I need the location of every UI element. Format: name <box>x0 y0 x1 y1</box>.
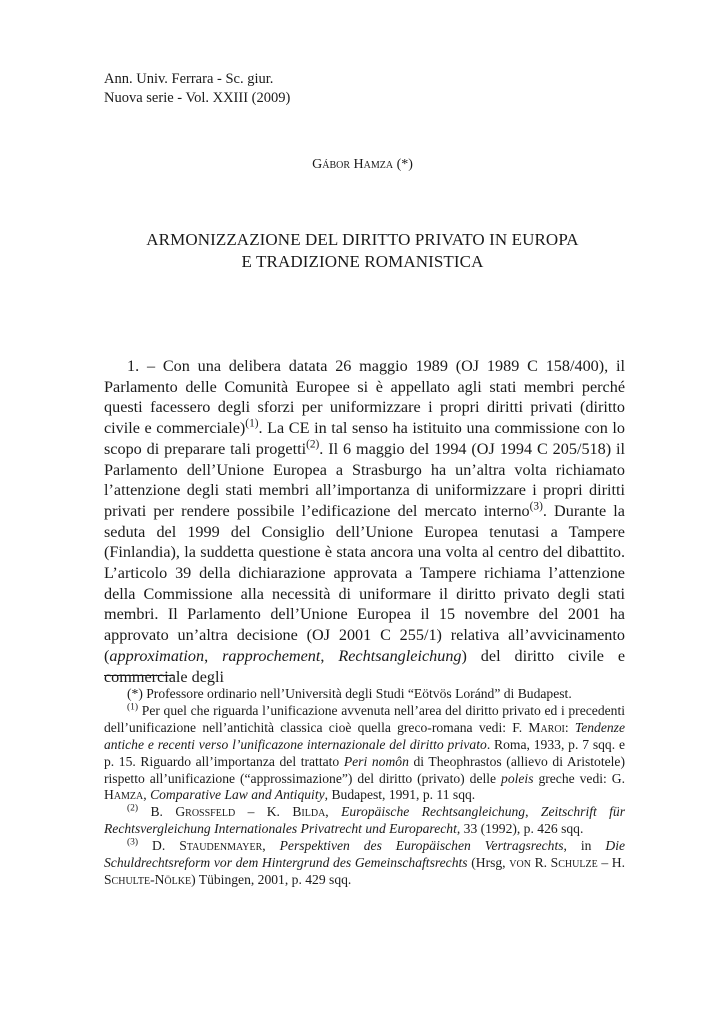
title-line-2: E TRADIZIONE ROMANISTICA <box>241 252 484 271</box>
footnote-segment: : <box>564 719 575 735</box>
cited-editors: von R. Schulze – H. Schulte-Nölke <box>104 855 625 887</box>
cited-author: Großfeld <box>175 804 236 820</box>
journal-line-2: Nuova serie - Vol. XXIII (2009) <box>104 90 291 106</box>
cited-title: Perspektiven des Europäischen Vertragsrechts <box>279 838 564 854</box>
journal-header <box>104 70 290 108</box>
cited-author: Maroi <box>528 719 565 735</box>
footnote-segment: , in <box>563 838 606 854</box>
italic-term: Rechtsangleichung <box>338 646 462 665</box>
cited-author: Staudenmayer <box>179 838 263 854</box>
cited-title: Zeitschrift für Rechtsvergleichung Internationales Privatrecht und Europarecht <box>104 804 626 837</box>
footnote-segment: , 33 (1992), p. 426 sqq. <box>456 821 584 837</box>
journal-line-1: Ann. Univ. Ferrara - Sc. giur. <box>104 71 274 87</box>
cited-title: Peri nomôn <box>343 753 409 769</box>
cited-title: Die Schuldrechtsreform vor dem Hintergrund des Gemeinschaftsrechts <box>104 838 626 871</box>
footnote-segment: – K. <box>235 804 293 820</box>
footnote-segment: , <box>143 787 151 803</box>
footnote-segment: , <box>325 804 342 820</box>
footnote-2-mark: (2) <box>127 803 139 814</box>
footnote-star <box>104 686 625 703</box>
footnotes <box>104 686 625 889</box>
italic-term: poleis <box>501 770 534 786</box>
author-name: Gábor Hamza <box>312 157 394 172</box>
footnote-segment: di Theophrastos (allievo di Aristotele) rispetto all’unificazione (“approssimazione”) del diritto (privato) delle <box>104 753 625 786</box>
footnote-star-text: (*) Professore ordinario nell’Università degli Studi “Eötvös Loránd” di Budapest. <box>127 686 572 701</box>
separator: , <box>204 646 223 665</box>
cited-title: Tendenze antiche e recenti verso l’unificazone internazionale del diritto privato <box>104 719 625 752</box>
title-line-1: ARMONIZZAZIONE DEL DIRITTO PRIVATO IN EUROPA <box>146 230 579 249</box>
separator: , <box>320 646 339 665</box>
author-line <box>0 157 725 173</box>
footnote-1-mark: (1) <box>127 702 139 713</box>
footnote-3 <box>104 838 625 889</box>
footnote-3-mark: (3) <box>127 837 139 848</box>
footnote-1 <box>104 703 625 804</box>
article-title <box>0 229 725 273</box>
body-segment: . Il 6 maggio del 1994 (OJ 1994 C 205/518) il Parlamento dell’Unione Europea a Strasburgo ha un’altra volta richiamato l’attenzione degli stati membri all’importanza di uniformizzare i propri diritti privati per rendere possibile l’edificazione del mercato interno <box>104 439 626 520</box>
cited-author: Bilda <box>292 804 326 820</box>
italic-term: rapprochement <box>222 646 321 665</box>
footnote-ref-1: (1) <box>245 417 259 430</box>
footnote-divider <box>104 675 174 676</box>
footnote-segment: , <box>525 804 541 820</box>
footnote-segment: greche vedi: G. <box>533 770 625 786</box>
footnote-segment: , <box>262 838 280 854</box>
cited-title: Comparative Law and Antiquity <box>150 787 325 803</box>
footnote-2 <box>104 804 625 838</box>
cited-title: Europäische Rechtsangleichung <box>341 804 526 820</box>
italic-term: approximation <box>109 646 205 665</box>
paragraph-1 <box>104 356 625 687</box>
footnote-segment: Per quel che riguarda l’unificazione avvenuta nell’area del diritto privato ed i precedenti dell’unificazione nell’antichità classica cioè quella greco-romana vedi: F. <box>104 702 625 735</box>
body-segment: 1. – Con una delibera datata 26 maggio 1989 (OJ 1989 C 158/400), il Parlamento delle Comunità Europee si è appellato agli stati membri perché questi facessero degli sforzi per uniformizzare i propri diritti privati (diritto civile e commerciale) <box>104 357 625 438</box>
footnote-segment: D. <box>138 838 180 854</box>
body-segment: . Durante la seduta del 1999 del Consiglio dell’Unione Europea tenutasi a Tampere (Finlandia), la suddetta questione è stata ancora una volta al centro del dibattito. L’articolo 39 della dichiarazione approvata a Tampere richiama l’attenzione della Commissione alla necessità di uniformare il diritto privato degli stati membri. Il Parlamento dell’Unione Europea il 15 novembre del 2001 ha approvato un’altra decisione (OJ 2001 C 255/1) relativa all’avvicinamento ( <box>104 501 625 665</box>
cited-author: Hamza <box>104 787 144 803</box>
body-segment: . La CE in tal senso ha istituito una commissione con lo scopo di preparare tali progetti <box>104 419 626 458</box>
footnote-ref-2: (2) <box>306 438 320 451</box>
body-segment: ) del diritto civile e commerciale degli <box>104 646 626 686</box>
body-text <box>104 356 625 687</box>
author-footnote-mark: (*) <box>396 157 413 172</box>
footnote-segment: B. <box>138 804 176 820</box>
footnote-segment: . Roma, 1933, p. 7 sqq. e p. 15. Riguardo all’importanza del trattato <box>104 736 625 769</box>
footnote-ref-3: (3) <box>529 500 543 513</box>
footnote-segment: , Budapest, 1991, p. 11 sqq. <box>324 787 476 803</box>
footnote-segment: (Hrsg, <box>467 855 510 871</box>
footnote-segment: ) Tübingen, 2001, p. 429 sqq. <box>191 871 352 887</box>
